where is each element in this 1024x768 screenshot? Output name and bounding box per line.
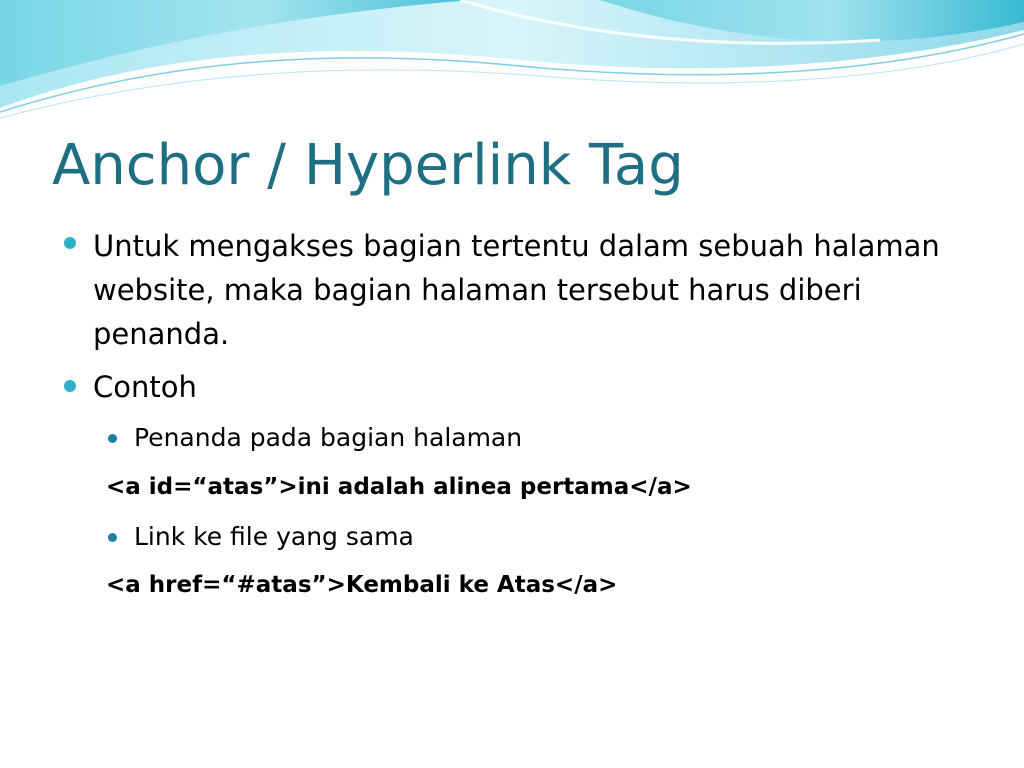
code-example: <a href=“#atas”>Kembali ke Atas</a> [106, 572, 618, 598]
slide-title: Anchor / Hyperlink Tag [52, 133, 684, 198]
bullet-text-contoh: Contoh [93, 370, 197, 404]
sub-bullet-dot-icon [108, 533, 117, 542]
bullet-text-line: website, maka bagian halaman tersebut harus diberi [93, 273, 862, 307]
sub-bullet-dot-icon [108, 434, 117, 443]
code-example: <a id=“atas”>ini adalah alinea pertama</a> [106, 474, 692, 500]
bullet-text-line: penanda. [93, 317, 230, 351]
bullet-dot-icon [64, 237, 76, 249]
sub-bullet-text: Link ke file yang sama [134, 522, 414, 551]
bullet-text-line: Untuk mengakses bagian tertentu dalam sebuah halaman [93, 229, 940, 263]
bullet-dot-icon [64, 380, 76, 392]
sub-bullet-text: Penanda pada bagian halaman [134, 423, 523, 452]
